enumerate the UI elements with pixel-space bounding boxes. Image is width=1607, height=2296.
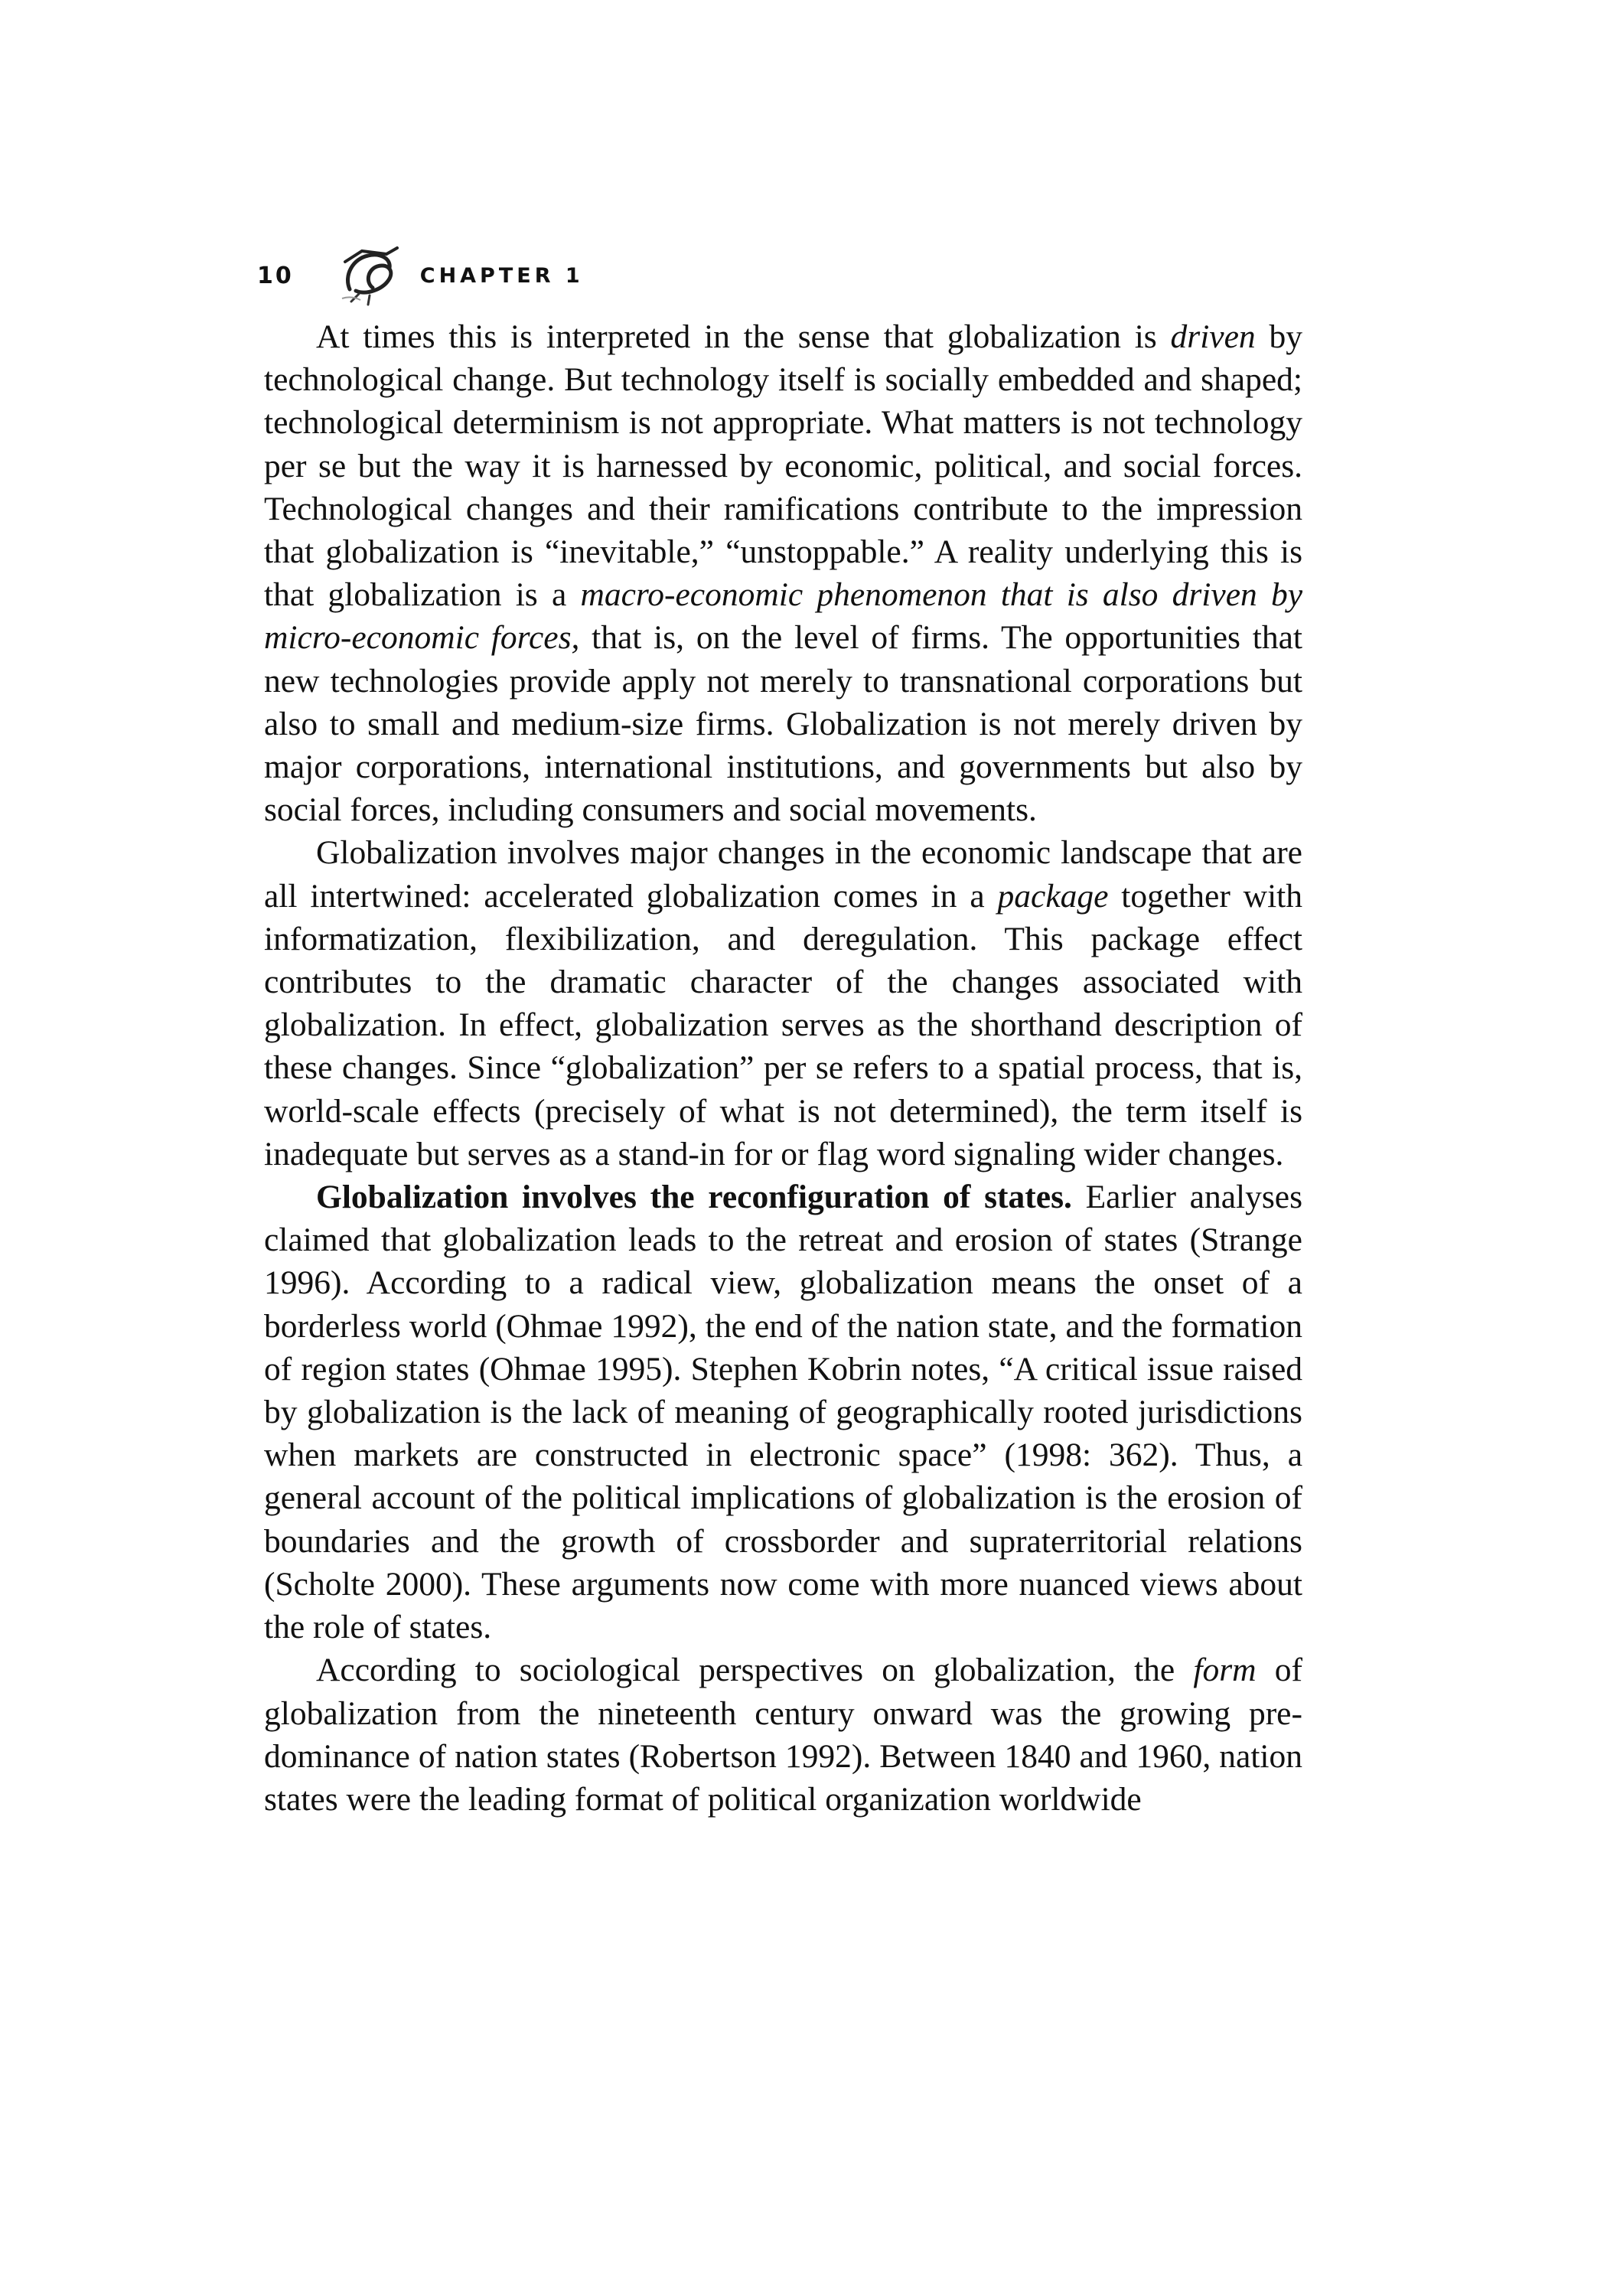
chapter-label: CHAPTER 1 xyxy=(419,263,584,288)
chapter-ornament-icon xyxy=(336,245,405,306)
text-run: According to sociological perspectives on globalization, the xyxy=(316,1652,1194,1689)
paragraph xyxy=(264,1176,1302,1649)
italic-emphasis: macro-economic phenomenon that is also driven by micro-economic forces, xyxy=(264,576,1303,657)
italic-emphasis: driven xyxy=(1170,318,1256,355)
run-in-heading: Globalization involves the reconfiguration of states. xyxy=(316,1179,1072,1216)
paragraph xyxy=(264,831,1302,1176)
text-run: At times this is interpreted in the sense that globalization is xyxy=(316,318,1171,355)
text-run: Earlier analyses claimed that globalization leads to the retreat and erosion of states (Strange 1996). According to a radical view, globalization means the onset of a borderless world (Ohmae 1992), the end of the nation state, and the formation of region states (Ohmae 1995). Stephen Kobrin notes, “A critical issue raised by globalization is the lack of meaning of geographically rooted jurisdictions when markets are constructed in electronic space” (1998: 362). Thus, a general account of the political implications of globalization is the erosion of boundaries and the growth of crossborder and supraterritorial relations (Scholte 2000). These arguments now come with more nuanced views about the role of states. xyxy=(264,1179,1302,1646)
page-header xyxy=(257,245,584,306)
text-run: by technological change. But technology itself is socially embedded and shaped; technological determinism is not appropriate. What matters is not technology per se but the way it is harnessed by economic, political, and social forces. Technological changes and their ramifications contribute to the impression that globalization is “inevitable,” “unstoppable.” A reality underlying this is that globalization is a xyxy=(264,318,1303,614)
text-run: together with informatization, flexibilization, and deregulation. This package effect contributes to the dramatic character of the changes associated with globalization. In effect, globalization serves as the shorthand description of these changes. Since “globalization” per se refers to a spatial process, that is, world-scale effects (precisely of what is not determined), the term itself is inadequate but serves as a stand-in for or flag word signaling wider changes. xyxy=(264,877,1302,1172)
italic-emphasis: form xyxy=(1193,1652,1257,1689)
text-run: Globalization involves major changes in the economic landscape that are all intertwined: accelerated globalization comes in a xyxy=(264,834,1302,915)
paragraph xyxy=(264,1649,1302,1821)
paragraph xyxy=(264,315,1302,831)
italic-emphasis: package xyxy=(997,877,1109,915)
body-text xyxy=(264,315,1302,1821)
text-run: that is, on the level of firms. The opportunities that new technologies provide apply not merely to transnational corporations but also to small and medium-size firms. Globalization is not merely driven by major corporations, international institutions, and governments but also by social forces, including consumers and social movements. xyxy=(264,619,1302,829)
text-run: of globalization from the nineteenth century onward was the growing predominance of nation states (Robertson 1992). Between 1840 and 1960, nation states were the leading format of political organization worldwide xyxy=(264,1652,1302,1818)
page-number: 10 xyxy=(257,262,294,289)
